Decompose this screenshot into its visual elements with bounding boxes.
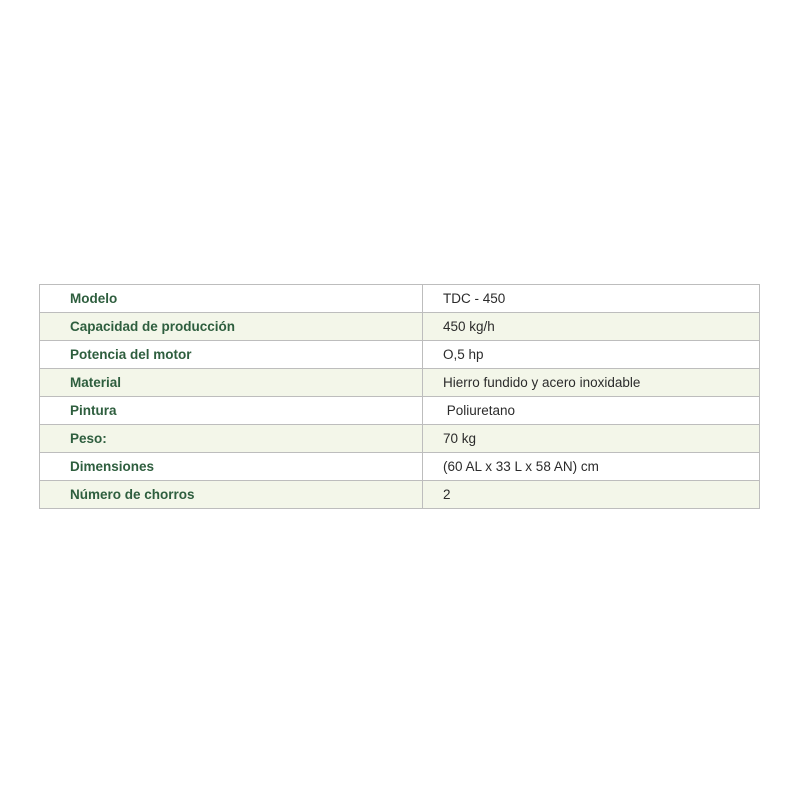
spec-value: TDC - 450 <box>423 285 760 313</box>
spec-label: Pintura <box>40 397 423 425</box>
spec-row-potencia <box>40 341 760 369</box>
spec-value: Poliuretano <box>423 397 760 425</box>
spec-value: 70 kg <box>423 425 760 453</box>
spec-value: (60 AL x 33 L x 58 AN) cm <box>423 453 760 481</box>
spec-label: Modelo <box>40 285 423 313</box>
spec-label: Capacidad de producción <box>40 313 423 341</box>
spec-label: Peso: <box>40 425 423 453</box>
spec-row-peso <box>40 425 760 453</box>
spec-label: Dimensiones <box>40 453 423 481</box>
spec-value: 2 <box>423 481 760 509</box>
spec-value: O,5 hp <box>423 341 760 369</box>
spec-table <box>39 284 760 509</box>
spec-row-modelo <box>40 285 760 313</box>
spec-row-chorros <box>40 481 760 509</box>
spec-row-capacidad <box>40 313 760 341</box>
spec-label: Potencia del motor <box>40 341 423 369</box>
spec-row-material <box>40 369 760 397</box>
spec-label: Material <box>40 369 423 397</box>
spec-row-dimensiones <box>40 453 760 481</box>
spec-row-pintura <box>40 397 760 425</box>
spec-value: Hierro fundido y acero inoxidable <box>423 369 760 397</box>
spec-value: 450 kg/h <box>423 313 760 341</box>
spec-label: Número de chorros <box>40 481 423 509</box>
